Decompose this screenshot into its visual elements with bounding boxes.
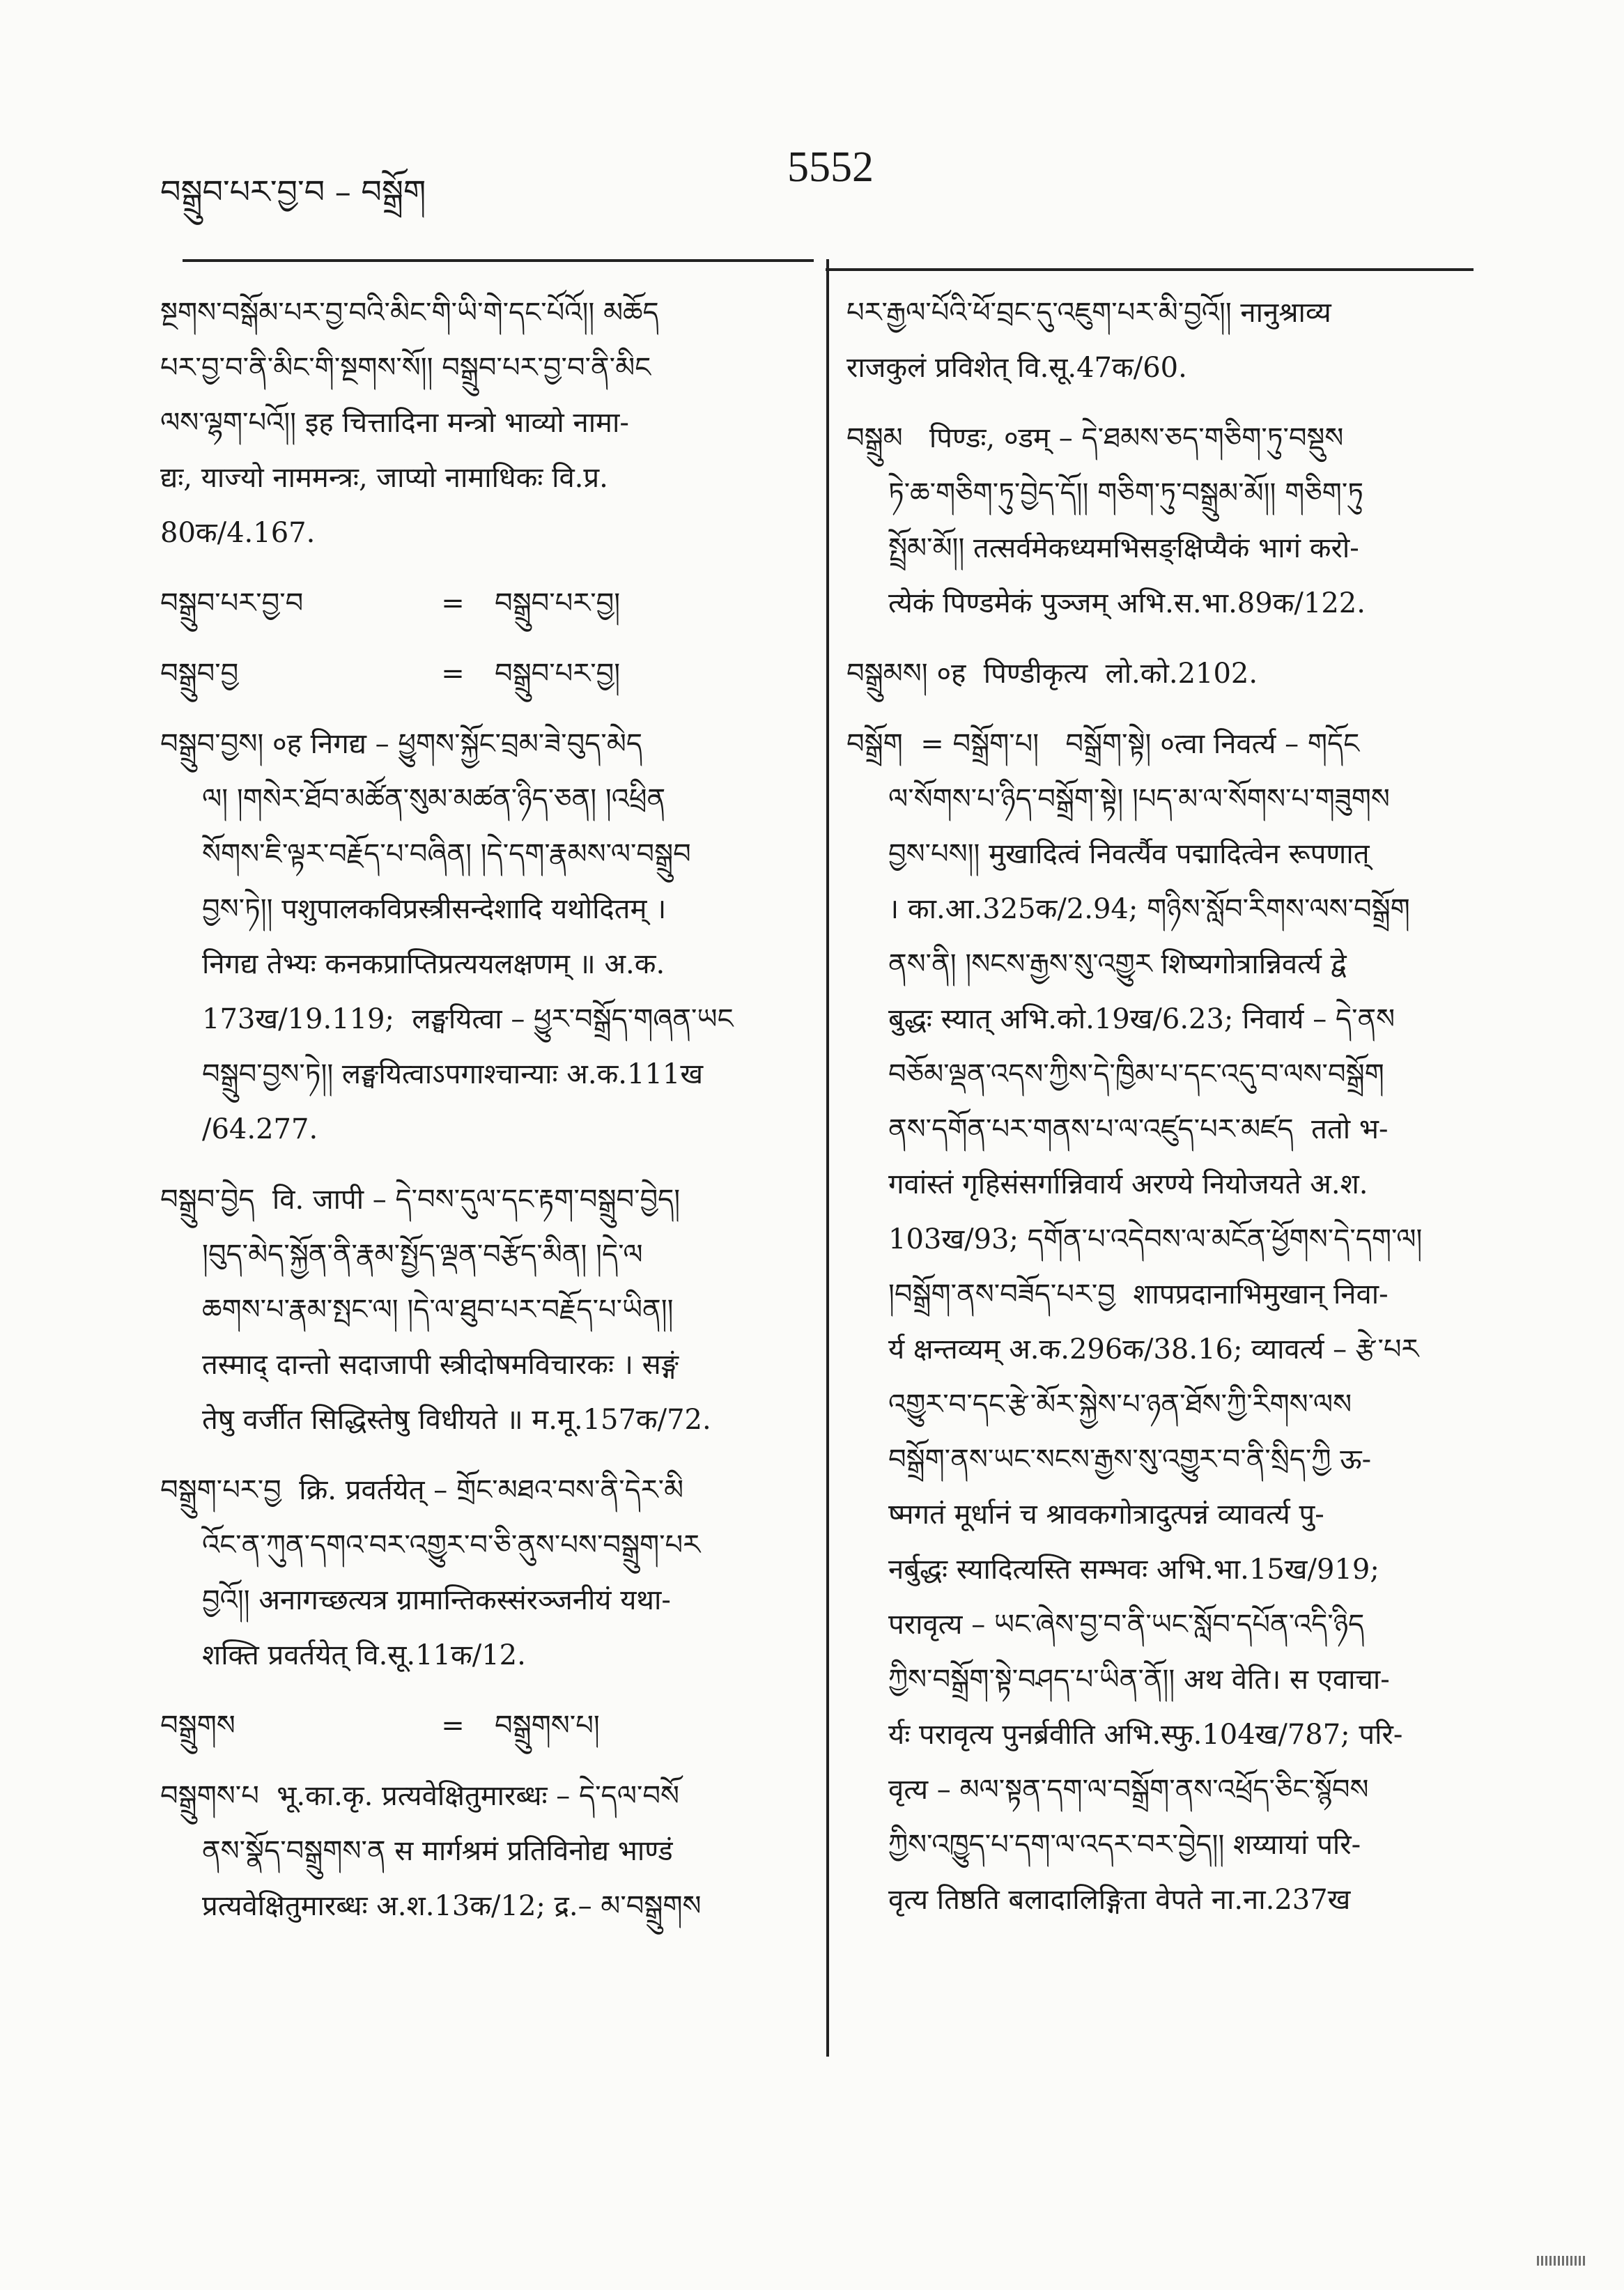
- dictionary-entry: [846, 647, 1484, 702]
- entry-line: བསྒྲུམ पिण्डः, ०डम् – དེ་ཐམས་ཅད་གཅིག་ཏུ་བསྡུས: [846, 422, 1344, 454]
- entry-line: गवांस्तं गृहिसंसर्गान्निवार्य अरण्ये नियोजयते अ.श.: [888, 1168, 1368, 1200]
- entry-line: 103ख/93; དགོན་པ་འདེབས་ལ་མངོན་ཕྱོགས་དེ་དག་ལ།: [888, 1223, 1423, 1255]
- entry-headword: བསྒྲུབ་བྱ: [160, 658, 239, 690]
- entry-line: །བསྒྲོག་ནས་བཟོད་པར་བྱ शापप्रदानाभिमुखान् निवा-: [888, 1278, 1389, 1310]
- entry-line: परावृत्य – ཡང་ཞེས་བྱ་བ་ནི་ཡང་སློབ་དཔོན་འདི་ཉིད: [888, 1609, 1365, 1641]
- entry-line: ཀྱིས་འཁྱུད་པ་དག་ལ་འདར་བར་བྱེད།། शय्यायां परि-: [888, 1829, 1361, 1861]
- entry-line: निगद्य तेभ्यः कनकप्राप्तिप्रत्ययलक्षणम् ॥ अ.क.: [202, 948, 665, 980]
- entry-line: འོང་ན་ཀུན་དགའ་བར་འགྱུར་བ་ཅི་ནུས་པས་བསྒྲུག་པར: [202, 1529, 701, 1561]
- entry-line: སོགས་ཇི་ལྟར་བརྗོད་པ་བཞིན། །དེ་དག་རྣམས་ལ་བསྒྲུབ: [202, 838, 691, 870]
- entry-line: པར་བྱ་བ་ནི་མིང་གི་སྔགས་སོ།། བསྒྲུབ་པར་བྱ་བ་ནི་མིང: [160, 352, 651, 384]
- entry-line: ནས་སྣོད་བསྒྲུགས་ན स मार्गश्रमं प्रतिविनोद्य भाण्डं: [202, 1835, 673, 1867]
- dictionary-entry: [846, 411, 1484, 631]
- entry-target: བསྒྲུགས་པ།: [495, 1710, 600, 1742]
- equals-sign: =: [441, 658, 465, 690]
- dictionary-entry: [160, 1463, 801, 1683]
- dictionary-entry: [846, 286, 1484, 396]
- entry-line: ष्मगतं मूर्धानं च श्रावकगोत्रादुत्पन्नं व्यावर्त्य पु-: [888, 1499, 1324, 1531]
- entry-line: राजकुलं प्रविशेत् वि.सू.47क/60.: [846, 352, 1187, 384]
- dictionary-entry: [160, 1769, 801, 1934]
- entry-line: बुद्धः स्यात् अभि.को.19ख/6.23; निवार्य – དེ་ནས: [888, 1003, 1395, 1035]
- entry-line: ནས་དགོན་པར་གནས་པ་ལ་འཛུད་པར་མཛད ततो भ-: [888, 1113, 1389, 1145]
- entry-line: ཀྱིས་བསྒྲོག་སྟེ་བཤད་པ་ཡིན་ནོ།། अथ वेति। स एवाचा-: [888, 1664, 1390, 1696]
- entry-line: वृत्य – མལ་སྟན་དག་ལ་བསྒྲོག་ནས་འཕྲོད་ཅིང་སྙོབས: [888, 1774, 1369, 1806]
- dictionary-entry: [160, 286, 801, 561]
- entry-line: ལ་སོགས་པ་ཉིད་བསྒྲོག་སྟེ། །པད་མ་ལ་སོགས་པ་གཟུགས: [888, 783, 1390, 815]
- entry-line: वृत्य तिष्ठति बलादालिङ्गिता वेपते ना.ना.237ख: [888, 1884, 1351, 1916]
- entry-line: བསྒྲུབ་བྱས་ཏེ།། लङ्घयित्वाऽपगाश्चान्याः अ.क.111ख: [202, 1058, 704, 1090]
- equals-sign: =: [441, 1710, 465, 1742]
- entry-line: བྱའོ།། अनागच्छत्यत्र ग्रामान्तिकस्संरञ्जनीयं यथा-: [202, 1584, 671, 1616]
- running-head: བསྒྲུབ་པར་བྱ་བ – བསྒྲོག: [160, 173, 426, 210]
- dictionary-entry: [160, 1173, 801, 1448]
- equals-sign: =: [441, 587, 465, 619]
- entry-line: तेषु वर्जीत सिद्धिस्तेषु विधीयते ॥ म.मू.157क/72.: [202, 1404, 711, 1436]
- cross-reference-entry: [160, 647, 801, 702]
- entry-line: བསྒྲུབ་བྱེད वि. जापी – དེ་བས་དུལ་དང་རྟག་བསྒྲུབ་བྱེད།: [160, 1184, 681, 1216]
- entry-line: ལས་ལྷག་པའོ།། इह चित्तादिना मन्त्रो भाव्यो नामा-: [160, 407, 629, 439]
- entry-line: བསྒྲུག་པར་བྱ क्रि. प्रवर्तयेत् – གྲོང་མཐའ་བས་ནི་དེར་མི: [160, 1474, 684, 1506]
- entry-line: བཅོམ་ལྡན་འདས་ཀྱིས་དེ་ཁྱིམ་པ་དང་འདུ་བ་ལས་བསྒྲོག: [888, 1058, 1384, 1090]
- scan-mark: [1537, 2256, 1586, 2266]
- entry-headword: བསྒྲུགས: [160, 1710, 235, 1742]
- entry-line: བསྒྲུམས། ०ह पिण्डीकृत्य लो.को.2102.: [846, 658, 1258, 690]
- entry-line: /64.277.: [202, 1113, 318, 1145]
- entry-line: བསྒྲོག་ནས་ཡང་སངས་རྒྱས་སུ་འགྱུར་བ་ནི་སྲིད་ཀྱི ऊ-: [888, 1444, 1372, 1476]
- column-rule-left: [183, 259, 814, 262]
- entry-line: ནས་ནི། །སངས་རྒྱས་སུ་འགྱུར शिष्यगोत्रान्निवर्त्य द्वे: [888, 948, 1347, 980]
- page-number: 5552: [787, 144, 874, 191]
- entry-line: 80क/4.167.: [160, 517, 316, 549]
- cross-reference-entry: [160, 1699, 801, 1754]
- entry-line: བསྒྲུགས་པ भू.का.कृ. प्रत्यवेक्षितुमारब्धः – དེ་དལ་བསོ: [160, 1780, 679, 1812]
- entry-line: र्यः परावृत्य पुनर्ब्रवीति अभि.स्फु.104ख/787; परि-: [888, 1719, 1403, 1751]
- page-header: [160, 143, 1470, 210]
- right-column: [846, 286, 1484, 1943]
- entry-line: 173ख/19.119; लङ्घयित्वा – ཕྱུར་བསྒྲོད་གཞན་ཡང: [202, 1003, 734, 1035]
- entry-line: ལ། །གསེར་ཐོབ་མཚོན་སུམ་མཚན་ཉིད་ཅན། །འཕྲིན: [202, 783, 666, 815]
- entry-line: । का.आ.325क/2.94; གཉིས་སློབ་རིགས་ལས་བསྒྲོག: [888, 893, 1410, 925]
- entry-line: ཏེ་ཆ་གཅིག་ཏུ་བྱེད་དོ།། གཅིག་ཏུ་བསྒྲུམ་མོ།། གཅིག་ཏུ: [888, 477, 1363, 509]
- column-rule-right: [826, 268, 1474, 271]
- entry-line: ཆགས་པ་རྣམ་སྤང་ལ། །དེ་ལ་ཐུབ་པར་བརྗོད་པ་ཡིན།།: [202, 1294, 674, 1326]
- entry-line: शक्ति प्रवर्तयेत् वि.सू.11क/12.: [202, 1639, 526, 1671]
- cross-reference-entry: [160, 576, 801, 631]
- entry-line: འགྱུར་བ་དང་རྩེ་མོར་སྐྱེས་པ་ཉན་ཐོས་ཀྱི་རིགས་ལས: [888, 1388, 1352, 1421]
- column-divider: [826, 259, 829, 2057]
- entry-line: द्यः, याज्यो नाममन्त्रः, जाप्यो नामाधिकः वि.प्र.: [160, 462, 608, 494]
- entry-target: བསྒྲུབ་པར་བྱ།: [495, 658, 621, 690]
- entry-line: བསྒྲུབ་བྱས། ०ह निगद्य – ཕྱུགས་སྐྱོང་བྲམ་ཟེ་བུད་མེད: [160, 728, 642, 760]
- dictionary-entry: [846, 717, 1484, 1928]
- entry-line: र्य क्षन्तव्यम् अ.क.296क/38.16; व्यावर्त्य – རྩེ་པར: [888, 1333, 1419, 1366]
- entry-line: པར་རྒྱལ་པོའི་ཕོ་བྲང་དུ་འཇུག་པར་མི་བྱའོ།། नानुश्राव्य: [846, 297, 1331, 329]
- left-column: [160, 286, 801, 1949]
- entry-line: नर्बुद्धः स्यादित्यस्ति सम्भवः अभि.भा.15ख/919;: [888, 1554, 1379, 1586]
- entry-headword: བསྒྲུབ་པར་བྱ་བ: [160, 587, 304, 619]
- entry-line: བསྒྲོག = བསྒྲོག་པ། བསྒྲོག་སྟེ། ०त्वा निवर्त्य – གདོང: [846, 728, 1360, 760]
- entry-line: །བུད་མེད་སྐྱོན་ནི་རྣམ་སྤྱོད་ལྡན་བརྩོད་མིན། །དེ་ལ: [202, 1239, 643, 1271]
- entry-line: བྱས་ཏེ།། पशुपालकविप्रस्त्रीसन्देशादि यथोदितम् ।: [202, 893, 667, 925]
- entry-line: བྱས་པས།། मुखादित्वं निवर्त्यैव पद्मादित्वेन रूपणात्: [888, 838, 1370, 870]
- dictionary-entry: [160, 717, 801, 1157]
- entry-line: त्येकं पिण्डमेकं पुञ्जम् अभि.स.भा.89क/122.: [888, 587, 1366, 619]
- entry-target: བསྒྲུབ་པར་བྱ།: [495, 587, 621, 619]
- entry-line: སྤྲོམ་མོ།། तत्सर्वमेकध्यमभिसङ्क्षिप्यैकं भागं करो-: [888, 532, 1359, 564]
- entry-line: སྔགས་བསྒོམ་པར་བྱ་བའི་མིང་གི་ཡི་གེ་དང་པོའོ།། མཆོད: [160, 297, 659, 329]
- entry-line: प्रत्यवेक्षितुमारब्धः अ.श.13क/12; द्र.– མ་བསྒྲུགས: [202, 1890, 702, 1922]
- entry-line: तस्माद् दान्तो सदाजापी स्त्रीदोषमविचारकः । सङ्गं: [202, 1349, 679, 1381]
